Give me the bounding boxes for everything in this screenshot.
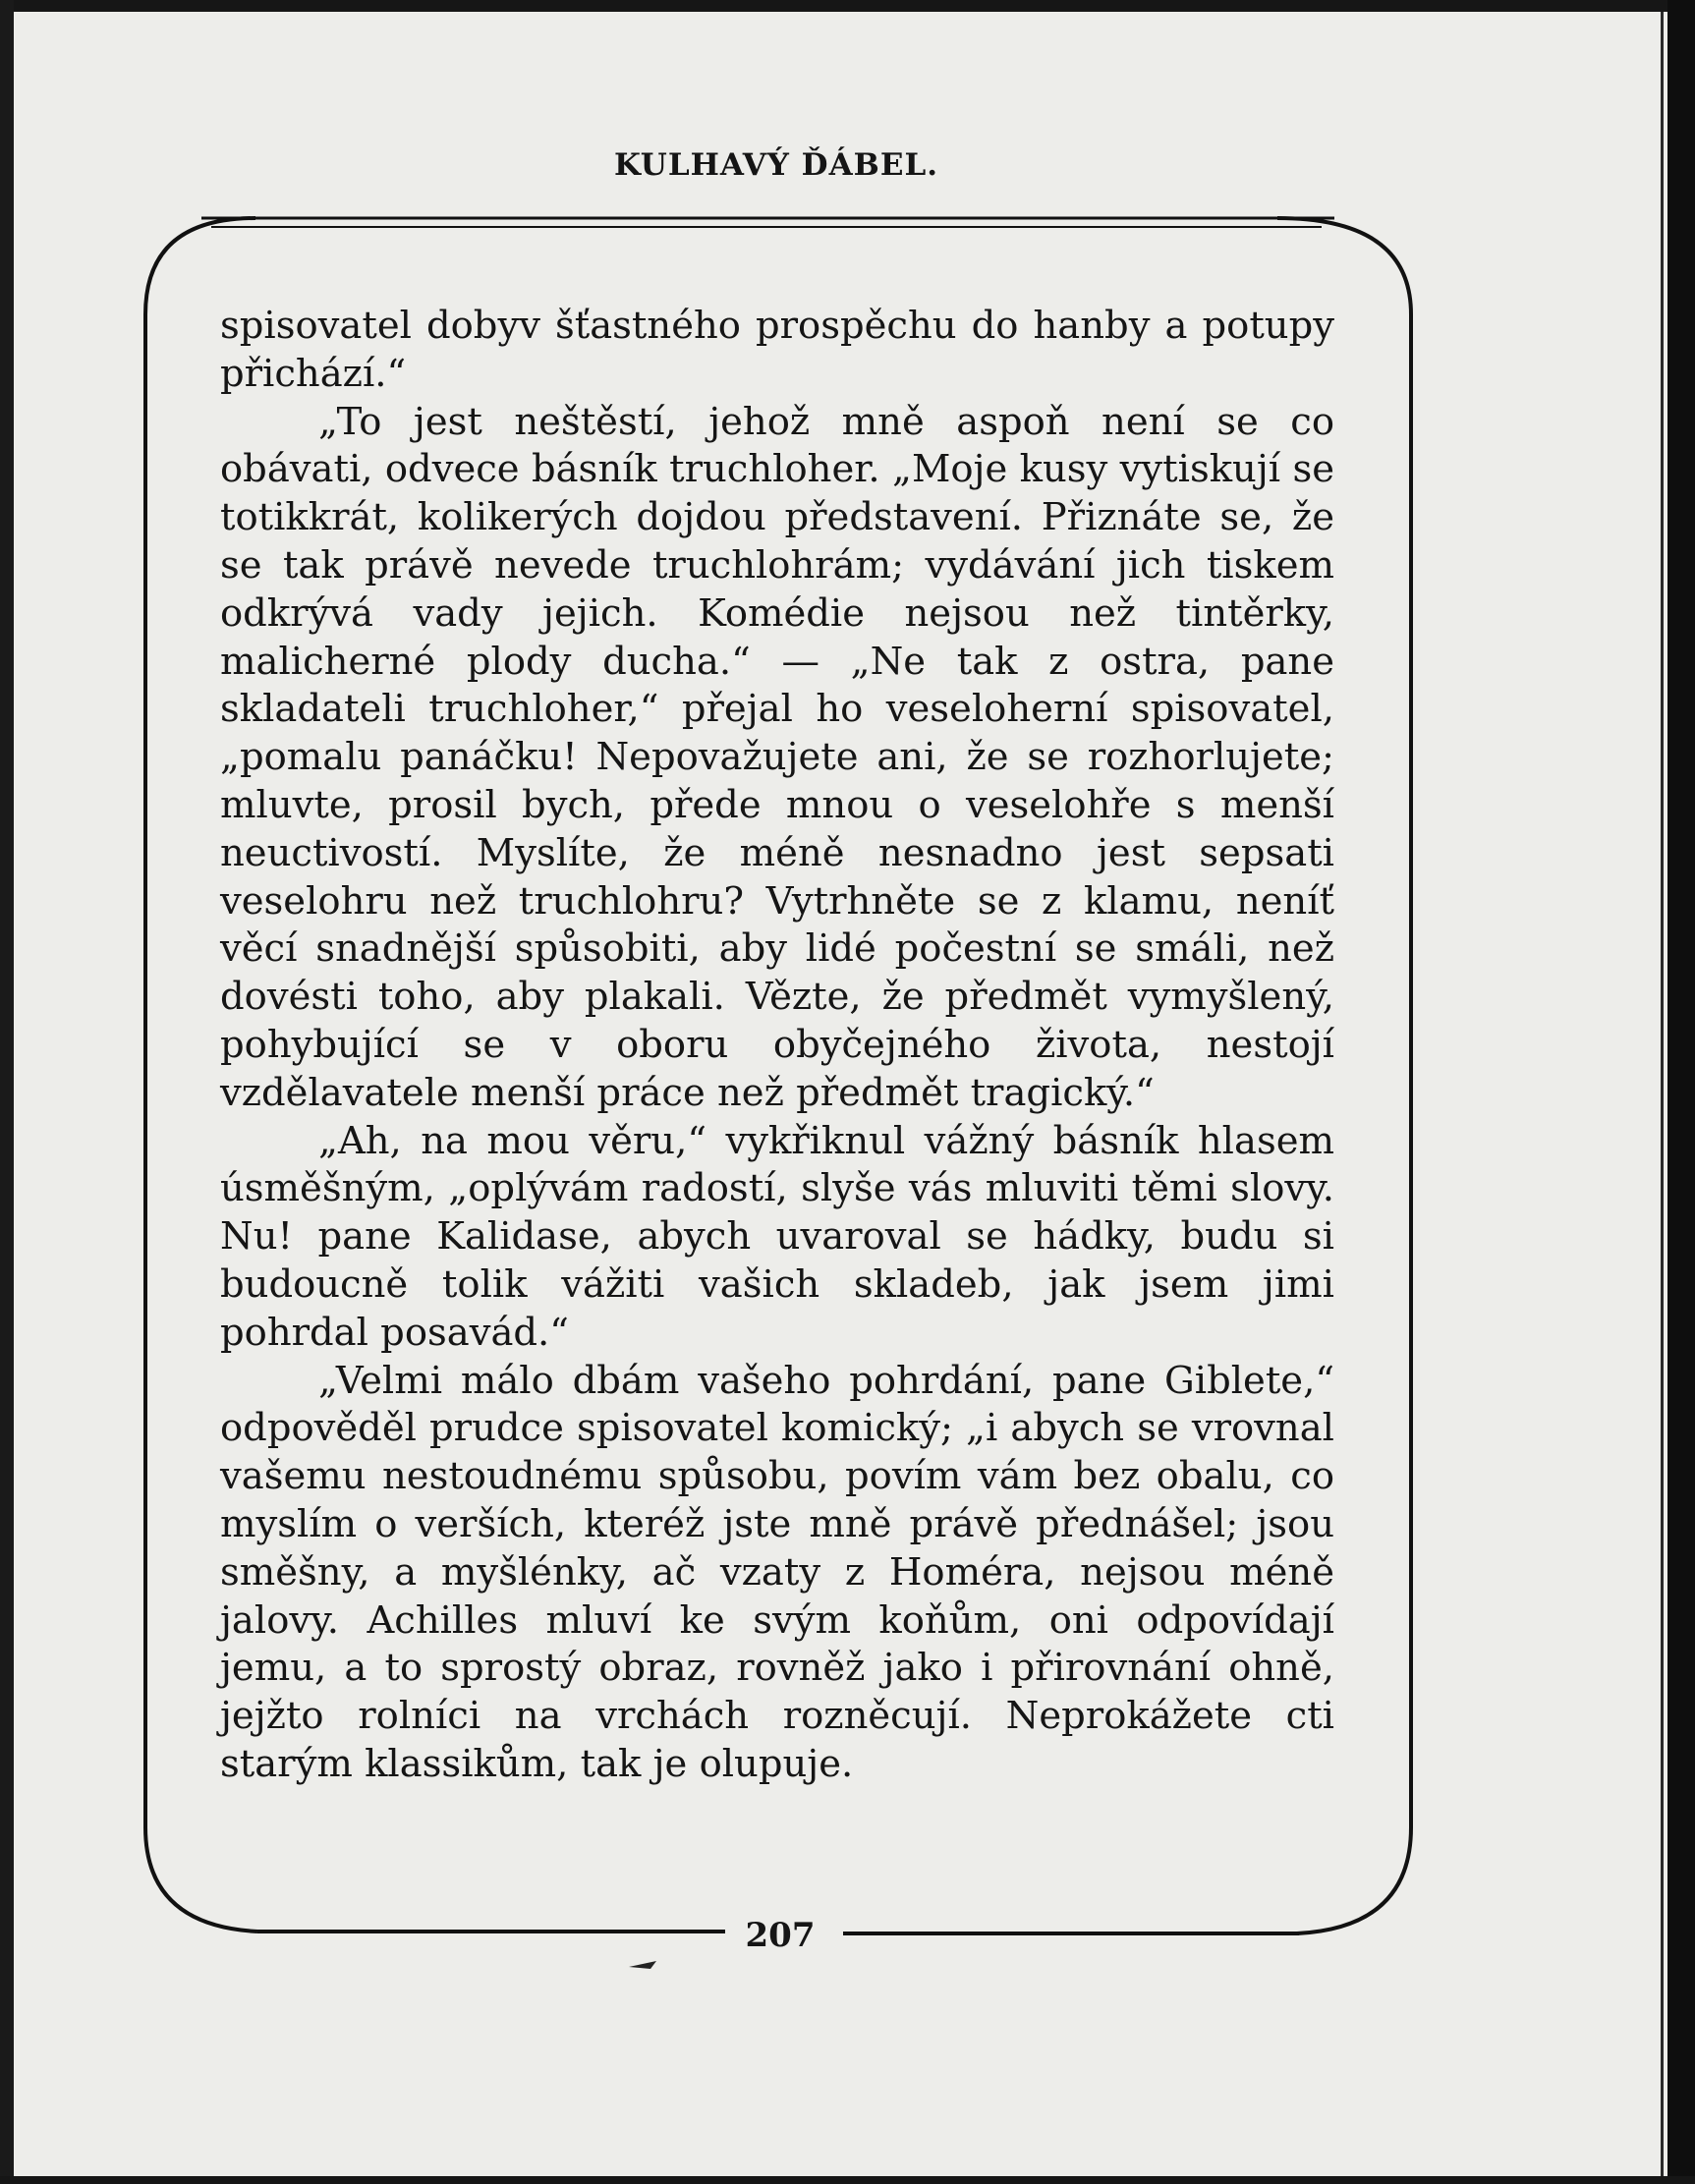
paragraph-3: „Ah, na mou věru,“ vykřiknul vážný básník hlasem úsměšným, „oplývám radostí, slyše vás mluviti těmi slovy. Nu! pane Kalidase, abych uvaroval se hádky, budu si budoucně tolik vážiti vašich skladeb, jak jsem jimi pohrdal posavád.“ xyxy=(220,1118,1334,1355)
page-number: 207 xyxy=(745,1916,816,1955)
paragraph-4: „Velmi málo dbám vašeho pohrdání, pane Giblete,“ odpověděl prudce spisovatel komický; „i abych se vrovnal vašemu nestoudnému spůsobu, povím vám bez obalu, co myslím o verších, kteréž jste mně právě přednášel; jsou směšny, a myšlénky, ač vzaty z Homéra, nejsou méně jalovy. Achilles mluví ke svým koňům, oni odpovídají jemu, a to sprostý obraz, rovněž jako i přirovnání ohně, jejžto rolníci na vrchách rozněcují. Neprokážete cti starým klassikům, tak je olupuje. xyxy=(220,1358,1334,1786)
paragraph-2: „To jest neštěstí, jehož mně aspoň není se co obávati, odvece básník truchloher. „Moje kusy vytiskují se totikkrát, kolikerých dojdou představení. Přiznáte se, že se tak právě nevede truchlohrám; vydávání jich tiskem odkrývá vady jejich. Komédie nejsou než tintěrky, malicherné plody ducha.“ — „Ne tak z ostra, pane skladateli truchloher,“ přejal ho veseloherní spisovatel, „pomalu panáčku! Nepovažujete ani, že se rozhorlujete; mluvte, prosil bych, přede mnou o veselohře s menší neuctivostí. Myslíte, že méně nesnadno jest sepsati veselohru než truchlohru? Vytrhněte se z klamu, neníť věcí snadnější spůsobiti, aby lidé počestní se smáli, než dovésti toho, aby plakali. Vězte, že předmět vymyšlený, pohybující se v oboru obyčejného života, nestojí vzdělavatele menší práce než předmět tragický.“ xyxy=(220,399,1334,1115)
paragraph-1: spisovatel dobyv šťastného prospěchu do hanby a potupy přichází.“ xyxy=(220,304,1334,396)
ink-mark xyxy=(629,1961,656,1969)
running-title: KULHAVÝ ĎÁBEL. xyxy=(613,147,939,183)
body-text xyxy=(220,303,1334,1789)
